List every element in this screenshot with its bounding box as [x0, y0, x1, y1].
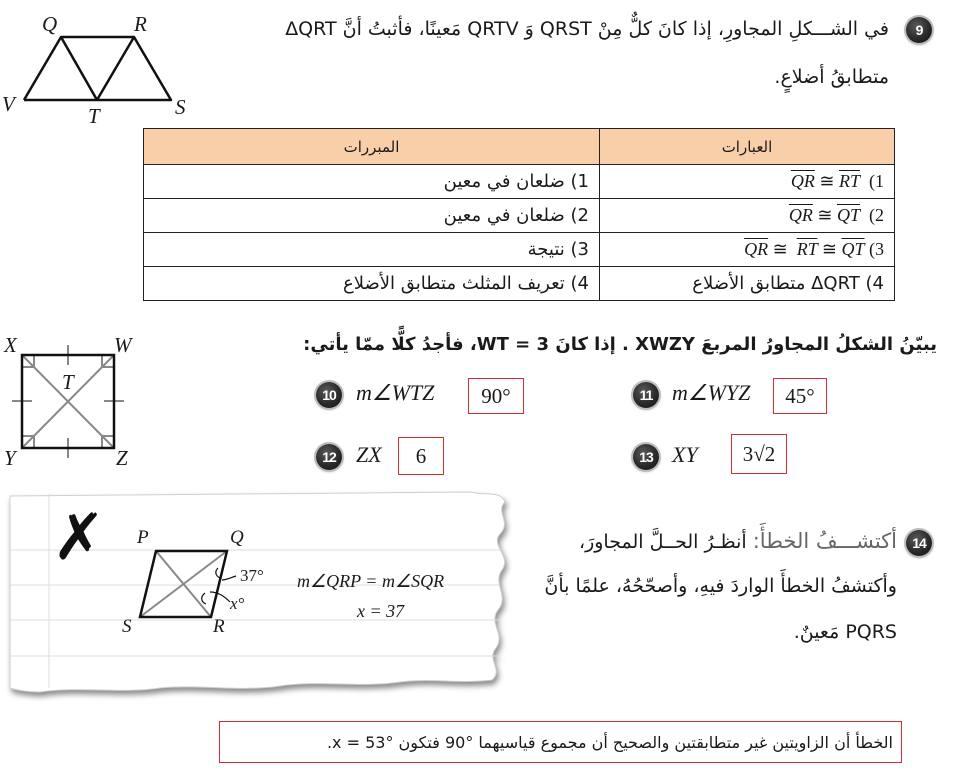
q10-answer: 90°: [468, 378, 524, 414]
reason-cell: 4) تعريف المثلث متطابق الأضلاع: [144, 267, 600, 301]
vertex-label-y: Y: [4, 446, 16, 470]
header-statements: العبارات: [600, 129, 895, 165]
q11-answer: 45°: [773, 378, 827, 414]
wrong-mark-icon: ✗: [52, 501, 106, 575]
angle-x-label: x°: [230, 594, 245, 613]
vertex-label-x: X: [4, 333, 17, 357]
statement-cell: 3) $\overline{QR}$ ≅ $\overline{RT}$ ≅ $\overline{QT}$: [600, 233, 895, 267]
q11-expression: m∠WYZ: [672, 380, 751, 405]
reason-cell: 2) ضلعان في معين: [144, 199, 600, 233]
table-row: [144, 267, 895, 301]
q12-answer: 6: [398, 437, 444, 475]
reason-cell: 3) نتيجة: [144, 233, 600, 267]
proof-table: [143, 128, 895, 301]
vertex-label-s2: S: [122, 616, 132, 637]
correction-answer-box: الخطأ أن الزاويتين غير متطابقتين والصحيح أن مجموع قياسيهما °90 فتكون °53 = x.: [219, 721, 902, 763]
vertex-label-p: P: [137, 527, 149, 548]
statement-cell: 4) ΔQRT متطابق الأضلاع: [600, 267, 895, 301]
q10-expression: m∠WTZ: [356, 380, 435, 405]
q10-13-intro: يبيّنُ الشكلُ المجاورُ المربعَ XWZY . إذا كانَ WT = 3، فأجدُ كلًّا ممّا يأتي:: [303, 334, 937, 355]
q14-prompt-line3: PQRS مَعينٌ.: [793, 621, 897, 643]
statement-cell: 1) $\overline{QR}$ ≅ $\overline{RT}$: [600, 165, 895, 199]
question-badge-14: 14: [906, 530, 932, 556]
question-badge-11: 11: [633, 382, 659, 408]
vertex-label-t: T: [88, 104, 100, 128]
vertex-label-q: Q: [42, 12, 58, 36]
header-reasons: المبررات: [144, 129, 600, 165]
vertex-label-w: W: [114, 333, 132, 357]
q9-prompt-line1: في الشـــكلِ المجاورِ، إذا كانَ كلٌّ مِنْ QRST وَ QRTV مَعينًا، فأثبتُ أنَّ ΔQRT: [285, 18, 889, 40]
table-row: [144, 233, 895, 267]
q12-expression: ZX: [356, 442, 382, 467]
q14-line1-text: أنظـرُ الحــلَّ المجاورَ،: [578, 531, 747, 553]
q13-answer: 3√2: [731, 434, 787, 474]
vertex-label-z: Z: [116, 446, 128, 470]
q14-title: أكتشـــفُ الخطأَ:: [752, 529, 897, 553]
vertex-label-r2: R: [213, 616, 225, 637]
q13-expression: XY: [672, 442, 698, 467]
q9-prompt-line2: متطابقُ أضلاعٍ.: [774, 66, 889, 88]
question-badge-12: 12: [316, 444, 342, 470]
question-badge-10: 10: [316, 382, 342, 408]
vertex-label-r: R: [134, 12, 147, 36]
question-badge-13: 13: [633, 444, 659, 470]
vertex-label-q2: Q: [230, 527, 244, 548]
question-badge-9: 9: [906, 17, 932, 43]
q14-prompt-line1: [477, 522, 897, 561]
statement-cell: 2) $\overline{QR}$ ≅ $\overline{QT}$: [600, 199, 895, 233]
angle-37-label: 37°: [240, 566, 264, 585]
table-row: [144, 199, 895, 233]
table-row: [144, 165, 895, 199]
vertex-label-s: S: [175, 95, 186, 119]
wrong-equation-1: m∠QRP = m∠SQR: [297, 571, 445, 591]
vertex-label-v: V: [2, 92, 15, 116]
wrong-equation-2: x = 37: [357, 601, 405, 621]
q14-prompt-line2: وأكتشفُ الخطأَ الواردَ فيهِ، وأصحّحُهُ، علمًا بأنَّ: [544, 575, 897, 597]
rhombus-pair-figure: [0, 0, 200, 130]
reason-cell: 1) ضلعان في معين: [144, 165, 600, 199]
vertex-label-t2: T: [62, 370, 74, 394]
